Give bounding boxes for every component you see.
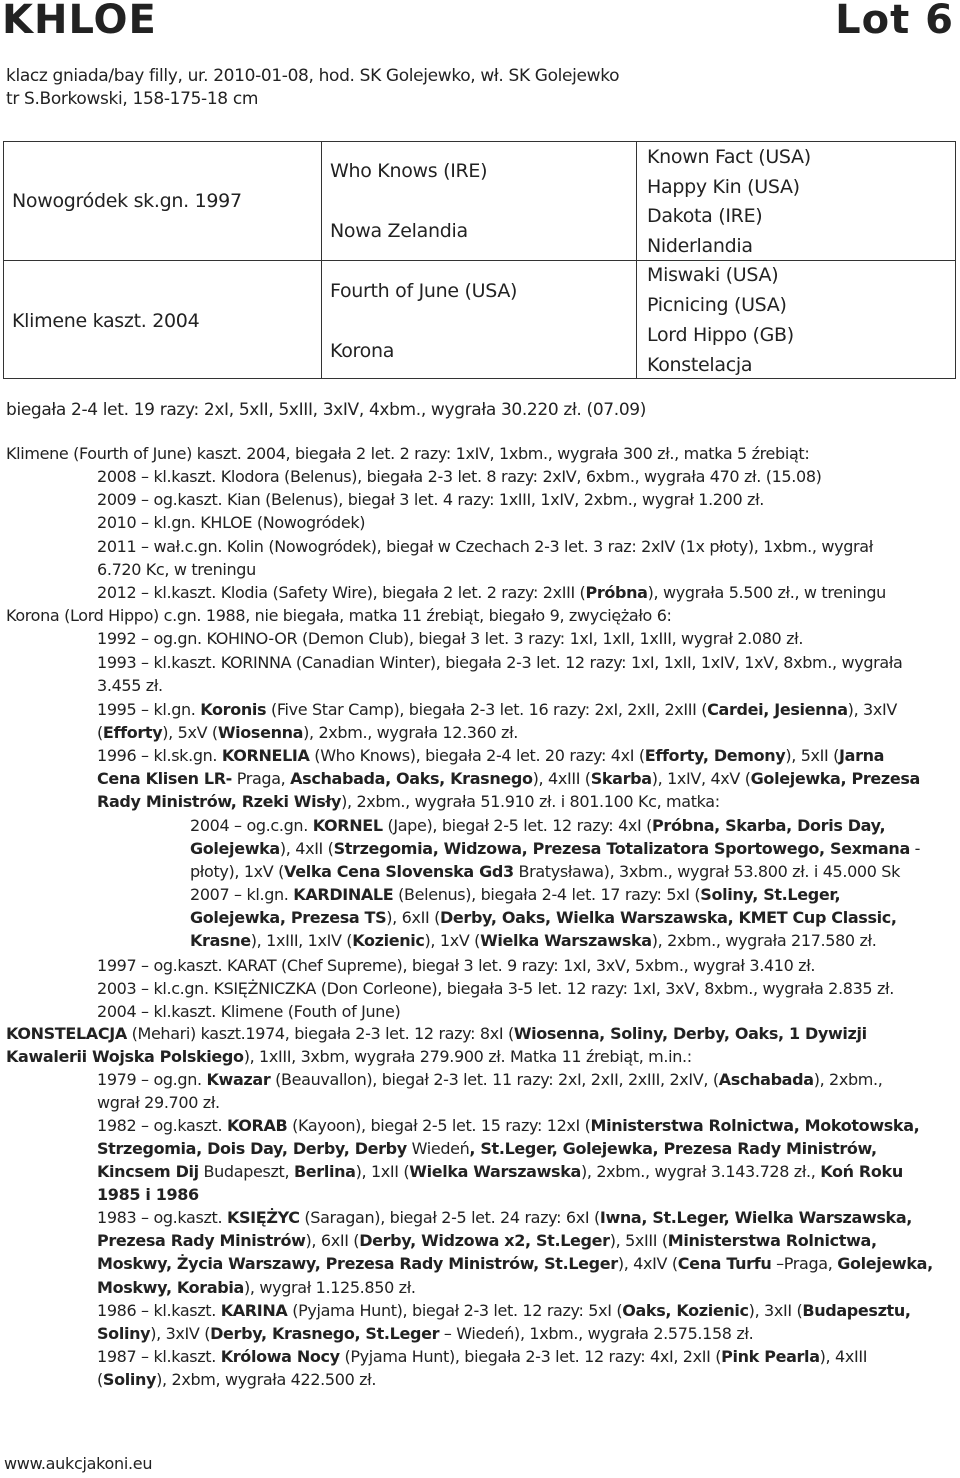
note-line	[97, 583, 886, 603]
text: ), 2xbm., wygrała 217.580 zł.	[651, 931, 877, 950]
note-line	[97, 629, 803, 649]
bold-text: Golejewka	[190, 839, 280, 858]
text: wgrał 29.700 zł.	[97, 1093, 220, 1112]
pedigree-gen3-2: Happy Kin (USA)	[647, 176, 800, 198]
pedigree-gen2-2: Nowa Zelandia	[330, 220, 468, 242]
bold-text: Wielka Warszawska	[480, 931, 652, 950]
text: (Five Star Camp), biegała 2-3 let. 16 razy: 2xI, 2xII, 2xIII (	[266, 700, 708, 719]
text: 1995 – kl.gn.	[97, 700, 201, 719]
text: (	[97, 1370, 103, 1389]
bold-text: Aschabada	[718, 1070, 814, 1089]
text: płoty), 1xV (	[190, 862, 285, 881]
text: (Who Knows), biegała 2-4 let. 20 razy: 4xI (	[309, 746, 645, 765]
bold-text: Próbna, Skarba, Doris Day,	[652, 816, 886, 835]
note-line	[97, 1370, 376, 1390]
bold-text: Berlina	[293, 1162, 356, 1181]
bold-text: Soliny, St.Leger,	[700, 885, 841, 904]
bold-text: , St.Leger, Golejewka, Prezesa Rady Ministrów,	[469, 1139, 877, 1158]
text: 1992 – og.gn. KOHINO-OR (Demon Club), biegał 3 let. 3 razy: 1xI, 1xII, 1xIII, wygrał 2.080 zł.	[97, 629, 804, 648]
note-line	[97, 1301, 911, 1321]
text: ), wygrał 1.125.850 zł.	[243, 1278, 416, 1297]
bold-text: Aschabada, Oaks, Krasnego	[290, 769, 533, 788]
text: ), 6xII (	[386, 908, 440, 927]
note-line	[190, 839, 920, 859]
bold-text: Velka Cena Slovenska Gd3	[284, 862, 514, 881]
pedigree-gen2-3: Fourth of June (USA)	[330, 280, 518, 302]
note-line	[190, 931, 876, 951]
text: ), 6xII (	[305, 1231, 360, 1250]
note-line	[97, 746, 884, 766]
bold-text: Soliny	[97, 1324, 151, 1343]
text: 1983 – og.kaszt.	[97, 1208, 227, 1227]
pedigree-gen2-1: Who Knows (IRE)	[330, 160, 488, 182]
bold-text: Jarna	[839, 746, 885, 765]
text: 1987 – kl.kaszt.	[97, 1347, 221, 1366]
pedigree-gen3-6: Picnicing (USA)	[647, 294, 787, 316]
text: ), 4xIII (	[532, 769, 591, 788]
lot-number: Lot 6	[835, 0, 954, 43]
note-line	[97, 792, 720, 812]
bold-text: Budapesztu,	[802, 1301, 911, 1320]
bold-text: Efforty, Demony	[644, 746, 786, 765]
note-line	[190, 908, 897, 928]
note-line	[97, 1070, 883, 1090]
bold-text: Moskwy, Życia Warszawy, Prezesa Rady Ministrów, St.Leger	[97, 1254, 618, 1273]
bold-text: Wiosenna	[217, 723, 304, 742]
text: 1993 – kl.kaszt. KORINNA (Canadian Winter), biegała 2-3 let. 12 razy: 1xI, 1xII, 1xIV, 1xV, 8xbm., wygrała	[97, 653, 903, 672]
text: 1986 – kl.kaszt.	[97, 1301, 221, 1320]
note-line	[190, 816, 885, 836]
pedigree-gen3-3: Dakota (IRE)	[647, 205, 763, 227]
bold-text: KORNELIA	[221, 746, 310, 765]
text: ), 1xIII, 1xIV (	[250, 931, 353, 950]
note-line	[97, 653, 902, 673]
pedigree-dam: Klimene kaszt. 2004	[12, 310, 200, 332]
text: 2004 – kl.kaszt. Klimene (Fouth of June)	[97, 1002, 401, 1021]
text: ), 1xIV, 4xV (	[651, 769, 751, 788]
note-line	[6, 1024, 867, 1044]
bold-text: Derby, Widzowa x2, St.Leger	[359, 1231, 610, 1250]
text: (Mehari) kaszt.1974, biegała 2-3 let. 12 razy: 8xI (	[126, 1024, 514, 1043]
note-line	[97, 979, 894, 999]
bold-text: Derby, Krasnego, St.Leger	[210, 1324, 440, 1343]
note-line	[97, 700, 897, 720]
text: ), 5xV (	[162, 723, 218, 742]
text: (Jape), biegał 2-5 let. 12 razy: 4xI (	[382, 816, 653, 835]
bold-text: Iwna, St.Leger, Wielka Warszawska,	[599, 1208, 913, 1227]
bold-text: Wiosenna, Soliny, Derby, Oaks, 1 Dywizji	[513, 1024, 867, 1043]
pedigree-gen3-1: Known Fact (USA)	[647, 146, 811, 168]
note-line	[97, 1254, 933, 1274]
bold-text: KONSTELACJA	[6, 1024, 127, 1043]
note-line	[97, 723, 518, 743]
bold-text: 1985 i 1986	[97, 1185, 199, 1204]
note-line	[97, 1185, 199, 1205]
bold-text: Cena Turfu	[677, 1254, 772, 1273]
text: ), 1xII (	[355, 1162, 410, 1181]
bold-text: Ministerstwa Rolnictwa,	[667, 1231, 877, 1250]
text: ), 2xbm., wygrał 3.143.728 zł.,	[580, 1162, 821, 1181]
text: ), wygrała 5.500 zł., w treningu	[647, 583, 886, 602]
bold-text: Kwazar	[206, 1070, 271, 1089]
bold-text: KARINA	[220, 1301, 288, 1320]
note-line	[97, 1162, 903, 1182]
bold-text: Ministerstwa Rolnictwa, Mokotowska,	[590, 1116, 920, 1135]
text: 2007 – kl.gn.	[190, 885, 294, 904]
note-line	[97, 513, 365, 533]
text: ), 3xII (	[748, 1301, 803, 1320]
text: 1997 – og.kaszt. KARAT (Chef Supreme), biegał 3 let. 9 razy: 1xI, 3xV, 5xbm., wygrał 3.410 zł.	[97, 956, 816, 975]
text: 2010 – kl.gn. KHLOE (Nowogródek)	[97, 513, 366, 532]
pedigree-gen2-4: Korona	[330, 340, 395, 362]
bold-text: KSIĘŻYC	[226, 1208, 300, 1227]
note-line	[97, 467, 822, 487]
bold-text: Wielka Warszawska	[409, 1162, 581, 1181]
text: 6.720 Kc, w treningu	[97, 560, 256, 579]
text: Budapeszt,	[198, 1162, 294, 1181]
text: Korona (Lord Hippo) c.gn. 1988, nie biegała, matka 11 źrebiąt, biegało 9, zwyciężało 6:	[6, 606, 672, 625]
note-line	[97, 537, 873, 557]
bold-text: Efforty	[102, 723, 163, 742]
text: ), 5xII (	[785, 746, 840, 765]
text: 1979 – og.gn.	[97, 1070, 207, 1089]
text: – Wiedeń), 1xbm., wygrała 2.575.158 zł.	[439, 1324, 754, 1343]
text: -	[909, 839, 921, 858]
bold-text: Królowa Nocy	[220, 1347, 340, 1366]
pedigree-gen3-4: Niderlandia	[647, 235, 753, 257]
bold-text: KARDINALE	[293, 885, 394, 904]
note-line	[97, 1208, 912, 1228]
text: ), 2xbm., wygrała 12.360 zł.	[303, 723, 519, 742]
bold-text: Golejewka, Prezesa TS	[190, 908, 387, 927]
pedigree-sire: Nowogródek sk.gn. 1997	[12, 190, 242, 212]
text: ), 1xV (	[424, 931, 481, 950]
text: ), 4xIII	[819, 1347, 868, 1366]
bold-text: Soliny	[102, 1370, 157, 1389]
website-url: www.aukcjakoni.eu	[4, 1454, 153, 1473]
text: ), 2xbm., wygrała 51.910 zł. i 801.100 Kc, matka:	[341, 792, 720, 811]
text: 3.455 zł.	[97, 676, 163, 695]
text: Praga,	[231, 769, 291, 788]
note-line	[97, 1116, 919, 1136]
text: 2012 – kl.kaszt. Klodia (Safety Wire), biegała 2 let. 2 razy: 2xIII (	[97, 583, 586, 602]
bold-text: Cardei, Jesienna	[707, 700, 848, 719]
note-line	[6, 606, 672, 626]
text: (Kayoon), biegał 2-5 let. 15 razy: 12xI (	[287, 1116, 591, 1135]
pedigree-gen3-7: Lord Hippo (GB)	[647, 324, 794, 346]
note-line	[190, 862, 900, 882]
bold-text: Kozienic	[352, 931, 425, 950]
note-line	[190, 885, 840, 905]
text: (Pyjama Hunt), biegała 2-3 let. 12 razy: 4xI, 2xII (	[339, 1347, 722, 1366]
horse-name: KHLOE	[2, 0, 157, 43]
bold-text: Krasne	[190, 931, 251, 950]
text: (Saragan), biegał 2-5 let. 24 razy: 6xI (	[299, 1208, 600, 1227]
text: ), 3xIV	[847, 700, 897, 719]
note-line	[97, 1002, 400, 1022]
text: Wiedeń	[406, 1139, 470, 1158]
text: 2008 – kl.kaszt. Klodora (Belenus), biegała 2-3 let. 8 razy: 2xIV, 6xbm., wygrała 470 zł. (15.08)	[97, 467, 822, 486]
bold-text: Koronis	[200, 700, 267, 719]
bold-text: KORNEL	[312, 816, 383, 835]
pedigree-gen3-5: Miswaki (USA)	[647, 264, 779, 286]
intro-line-2: tr S.Borkowski, 158-175-18 cm	[6, 89, 259, 109]
pedigree-gen3-8: Konstelacja	[647, 354, 753, 376]
bold-text: Oaks, Kozienic	[622, 1301, 749, 1320]
text: 2011 – wał.c.gn. Kolin (Nowogródek), biegał w Czechach 2-3 let. 3 raz: 2xIV (1x płoty), 1xbm., wygrał	[97, 537, 873, 556]
text: ), 1xIII, 3xbm, wygrała 279.900 zł. Matka 11 źrebiąt, m.in.:	[243, 1047, 692, 1066]
note-line	[97, 1324, 753, 1344]
race-record: biegała 2-4 let. 19 razy: 2xI, 5xII, 5xIII, 3xIV, 4xbm., wygrała 30.220 zł. (07.09)	[6, 400, 647, 420]
note-line	[97, 1093, 220, 1113]
bold-text: Skarba	[590, 769, 652, 788]
bold-text: Pink Pearla	[721, 1347, 820, 1366]
text: (Belenus), biegała 2-4 let. 17 razy: 5xI (	[393, 885, 701, 904]
bold-text: Moskwy, Korabia	[97, 1278, 244, 1297]
intro-line-1: klacz gniada/bay filly, ur. 2010-01-08, hod. SK Golejewko, wł. SK Golejewko	[6, 66, 620, 86]
text: 2004 – og.c.gn.	[190, 816, 313, 835]
text: ), 5xIII (	[609, 1231, 668, 1250]
bold-text: Kincsem Dij	[97, 1162, 199, 1181]
bold-text: Golejewka,	[837, 1254, 933, 1273]
bold-text: Prezesa Rady Ministrów	[97, 1231, 306, 1250]
bold-text: Rady Ministrów, Rzeki Wisły	[97, 792, 342, 811]
bold-text: KORAB	[226, 1116, 288, 1135]
note-line	[6, 444, 809, 464]
bold-text: Kawalerii Wojska Polskiego	[6, 1047, 244, 1066]
note-line	[97, 769, 920, 789]
text: (	[97, 723, 103, 742]
text: ), 4xIV (	[617, 1254, 678, 1273]
text: 2003 – kl.c.gn. KSIĘŻNICZKA (Don Corleone), biegała 3-5 let. 12 razy: 1xI, 3xV, 8xbm., wygrała 2.835 zł.	[97, 979, 894, 998]
note-line	[97, 676, 163, 696]
text: Bratysława), 3xbm., wygrał 53.800 zł. i 45.000 Sk	[513, 862, 901, 881]
note-line	[6, 1047, 692, 1067]
text: ), 2xbm.,	[813, 1070, 883, 1089]
bold-text: Próbna	[585, 583, 648, 602]
text: ), 3xIV (	[150, 1324, 211, 1343]
text: (Beauvallon), biegał 2-3 let. 11 razy: 2xI, 2xII, 2xIII, 2xIV, (	[270, 1070, 719, 1089]
note-line	[97, 490, 764, 510]
text: –Praga,	[771, 1254, 838, 1273]
text: 1996 – kl.sk.gn.	[97, 746, 222, 765]
bold-text: Koń Roku	[820, 1162, 903, 1181]
text: 2009 – og.kaszt. Kian (Belenus), biegał 3 let. 4 razy: 1xIII, 1xIV, 2xbm., wygrał 1.200 zł.	[97, 490, 765, 509]
text: (Pyjama Hunt), biegał 2-3 let. 12 razy: 5xI (	[287, 1301, 623, 1320]
note-line	[97, 956, 815, 976]
note-line	[97, 1139, 877, 1159]
note-line	[97, 1231, 877, 1251]
text: ), 4xII (	[279, 839, 334, 858]
bold-text: Derby, Oaks, Wielka Warszawska, KMET Cup Classic,	[439, 908, 897, 927]
bold-text: Strzegomia, Widzowa, Prezesa Totalizatora Sportowego, Sexmana	[333, 839, 910, 858]
bold-text: Strzegomia, Dois Day, Derby, Derby	[97, 1139, 407, 1158]
note-line	[97, 560, 256, 580]
note-line	[97, 1278, 416, 1298]
text: ), 2xbm, wygrała 422.500 zł.	[156, 1370, 377, 1389]
text: Klimene (Fourth of June) kaszt. 2004, biegała 2 let. 2 razy: 1xIV, 1xbm., wygrała 300 zł., matka 5 źrebiąt:	[6, 444, 810, 463]
bold-text: Cena Klisen LR-	[97, 769, 232, 788]
text: 1982 – og.kaszt.	[97, 1116, 227, 1135]
note-line	[97, 1347, 867, 1367]
bold-text: Golejewka, Prezesa	[750, 769, 920, 788]
